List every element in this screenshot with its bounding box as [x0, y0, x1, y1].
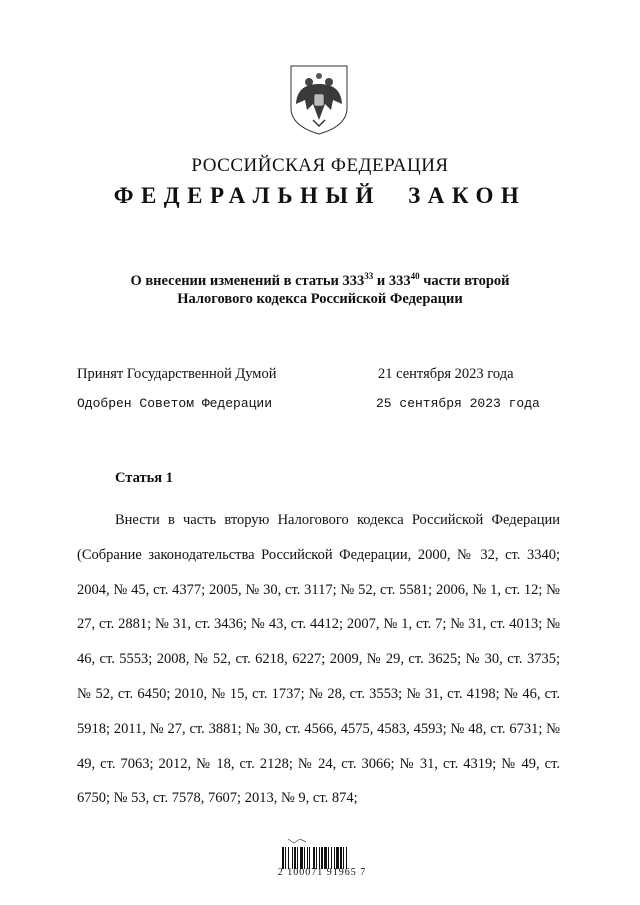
duma-adoption-date: 21 сентября 2023 года	[378, 366, 514, 382]
title-text-3: части второй	[419, 273, 510, 289]
title-superscript-1: 33	[364, 271, 374, 282]
state-emblem-icon	[287, 62, 351, 136]
council-approval-label: Одобрен Советом Федерации	[77, 396, 273, 411]
article-heading: Статья 1	[115, 470, 173, 486]
title-superscript-2: 40	[410, 271, 420, 282]
barcode-number: 2 100071 91965 7	[277, 867, 367, 878]
document-type: ФЕДЕРАЛЬНЫЙ ЗАКОН	[113, 183, 527, 208]
council-approval-date: 25 сентября 2023 года	[376, 396, 540, 411]
law-title-line-2: Налогового кодекса Российской Федерации	[177, 291, 463, 307]
country-name: РОССИЙСКАЯ ФЕДЕРАЦИЯ	[191, 155, 449, 176]
duma-adoption-label: Принят Государственной Думой	[77, 366, 277, 382]
article-body-text: Внести в часть вторую Налогового кодекса Российской Федерации (Собрание законодательства Российской Федерации, 2000, № 32, ст. 3340; 2004, № 45, ст. 4377; 2005, № 30, ст. 3117; № 52, ст. 5581; 2006, № 1, ст. 12; № 27, ст. 2881; № 31, ст. 3436; № 43, ст. 4412; 2007, № 1, ст. 7; № 31, ст. 4013; № 46, ст. 5553; 2008, № 52, ст. 6218, 6227; 2009, № 29, ст. 3625; № 30, ст. 3735; № 52, ст. 6450; 2010, № 15, ст. 1737; № 28, ст. 3553; № 31, ст. 4198; № 46, ст. 5918; 2011, № 27, ст. 3881; № 30, ст. 4566, 4575, 4583, 4593; № 48, ст. 6731; № 49, ст. 7063; 2012, № 18, ст. 2128; № 24, ст. 3066; № 31, ст. 4319; № 49, ст. 6750; № 53, ст. 7578, 7607; 2013, № 9, ст. 874;	[77, 512, 560, 807]
title-text-2: и 333	[373, 273, 411, 289]
law-title	[80, 272, 560, 308]
law-title-line-1	[80, 272, 560, 290]
title-text-1: О внесении изменений в статьи 333	[130, 273, 365, 289]
